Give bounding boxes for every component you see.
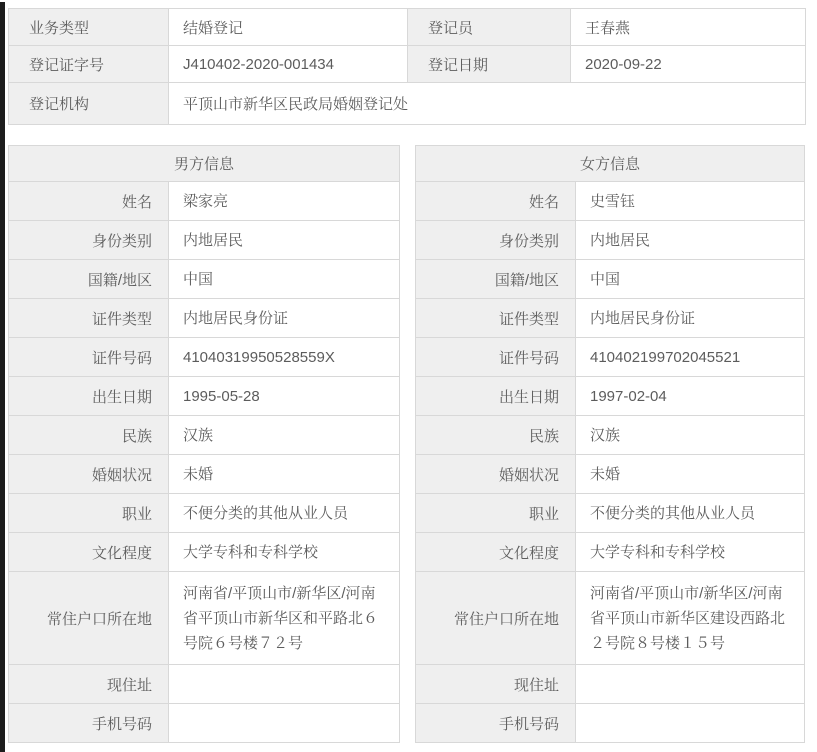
table-row [9, 494, 400, 533]
identity-category-value: 内地居民 [576, 221, 805, 260]
birth-date-label: 出生日期 [416, 377, 576, 416]
table-row [416, 704, 805, 743]
name-label: 姓名 [9, 182, 169, 221]
table-row [416, 377, 805, 416]
current-address-label: 现住址 [9, 665, 169, 704]
window-left-edge [0, 2, 5, 752]
registration-summary-table [8, 8, 806, 125]
occupation-value: 不便分类的其他从业人员 [169, 494, 400, 533]
id-type-label: 证件类型 [9, 299, 169, 338]
table-row [9, 416, 400, 455]
table-row [416, 299, 805, 338]
nationality-label: 国籍/地区 [9, 260, 169, 299]
registration-date-value: 2020-09-22 [571, 46, 806, 83]
id-number-value: 410402199702045521 [576, 338, 805, 377]
marital-status-label: 婚姻状况 [416, 455, 576, 494]
table-row [9, 9, 806, 46]
nationality-value: 中国 [169, 260, 400, 299]
current-address-value [169, 665, 400, 704]
table-row [416, 338, 805, 377]
id-number-label: 证件号码 [9, 338, 169, 377]
table-row [9, 665, 400, 704]
table-row [9, 455, 400, 494]
mobile-number-label: 手机号码 [9, 704, 169, 743]
table-row [9, 338, 400, 377]
identity-category-label: 身份类别 [416, 221, 576, 260]
ethnicity-label: 民族 [9, 416, 169, 455]
table-row [416, 572, 805, 665]
occupation-value: 不便分类的其他从业人员 [576, 494, 805, 533]
table-row [416, 533, 805, 572]
mobile-number-label: 手机号码 [416, 704, 576, 743]
registry-office-label: 登记机构 [9, 83, 169, 125]
registrar-label: 登记员 [408, 9, 571, 46]
name-value: 史雪钰 [576, 182, 805, 221]
mobile-number-value [169, 704, 400, 743]
table-row [416, 260, 805, 299]
id-type-value: 内地居民身份证 [169, 299, 400, 338]
ethnicity-label: 民族 [416, 416, 576, 455]
business-type-value: 结婚登记 [169, 9, 408, 46]
birth-date-label: 出生日期 [9, 377, 169, 416]
table-row [9, 182, 400, 221]
ethnicity-value: 汉族 [169, 416, 400, 455]
birth-date-value: 1995-05-28 [169, 377, 400, 416]
education-value: 大学专科和专科学校 [576, 533, 805, 572]
table-row [9, 221, 400, 260]
table-header-row [9, 146, 400, 182]
current-address-label: 现住址 [416, 665, 576, 704]
table-header-row [416, 146, 805, 182]
marital-status-label: 婚姻状况 [9, 455, 169, 494]
table-row [9, 46, 806, 83]
registered-address-label: 常住户口所在地 [416, 572, 576, 665]
table-row [416, 455, 805, 494]
registered-address-value: 河南省/平顶山市/新华区/河南省平顶山市新华区和平路北６号院６号楼７２号 [169, 572, 400, 665]
occupation-label: 职业 [9, 494, 169, 533]
current-address-value [576, 665, 805, 704]
table-row [9, 704, 400, 743]
business-type-label: 业务类型 [9, 9, 169, 46]
registrar-value: 王春燕 [571, 9, 806, 46]
male-info-table [8, 145, 400, 743]
education-value: 大学专科和专科学校 [169, 533, 400, 572]
table-row [416, 665, 805, 704]
table-row [9, 377, 400, 416]
female-info-table [415, 145, 805, 743]
male-info-title: 男方信息 [9, 146, 400, 182]
id-number-value: 41040319950528559X [169, 338, 400, 377]
certificate-no-value: J410402-2020-001434 [169, 46, 408, 83]
ethnicity-value: 汉族 [576, 416, 805, 455]
education-label: 文化程度 [9, 533, 169, 572]
education-label: 文化程度 [416, 533, 576, 572]
table-row [9, 572, 400, 665]
marital-status-value: 未婚 [576, 455, 805, 494]
table-row [416, 182, 805, 221]
certificate-no-label: 登记证字号 [9, 46, 169, 83]
nationality-label: 国籍/地区 [416, 260, 576, 299]
identity-category-value: 内地居民 [169, 221, 400, 260]
occupation-label: 职业 [416, 494, 576, 533]
female-info-title: 女方信息 [416, 146, 805, 182]
id-type-label: 证件类型 [416, 299, 576, 338]
nationality-value: 中国 [576, 260, 805, 299]
table-row [9, 533, 400, 572]
registration-date-label: 登记日期 [408, 46, 571, 83]
table-row [416, 494, 805, 533]
registered-address-label: 常住户口所在地 [9, 572, 169, 665]
registered-address-value: 河南省/平顶山市/新华区/河南省平顶山市新华区建设西路北２号院８号楼１５号 [576, 572, 805, 665]
id-type-value: 内地居民身份证 [576, 299, 805, 338]
mobile-number-value [576, 704, 805, 743]
table-row [416, 416, 805, 455]
name-value: 梁家亮 [169, 182, 400, 221]
birth-date-value: 1997-02-04 [576, 377, 805, 416]
id-number-label: 证件号码 [416, 338, 576, 377]
table-row [9, 299, 400, 338]
table-row [416, 221, 805, 260]
table-row [9, 83, 806, 125]
table-row [9, 260, 400, 299]
name-label: 姓名 [416, 182, 576, 221]
marital-status-value: 未婚 [169, 455, 400, 494]
identity-category-label: 身份类别 [9, 221, 169, 260]
registry-office-value: 平顶山市新华区民政局婚姻登记处 [169, 83, 806, 125]
